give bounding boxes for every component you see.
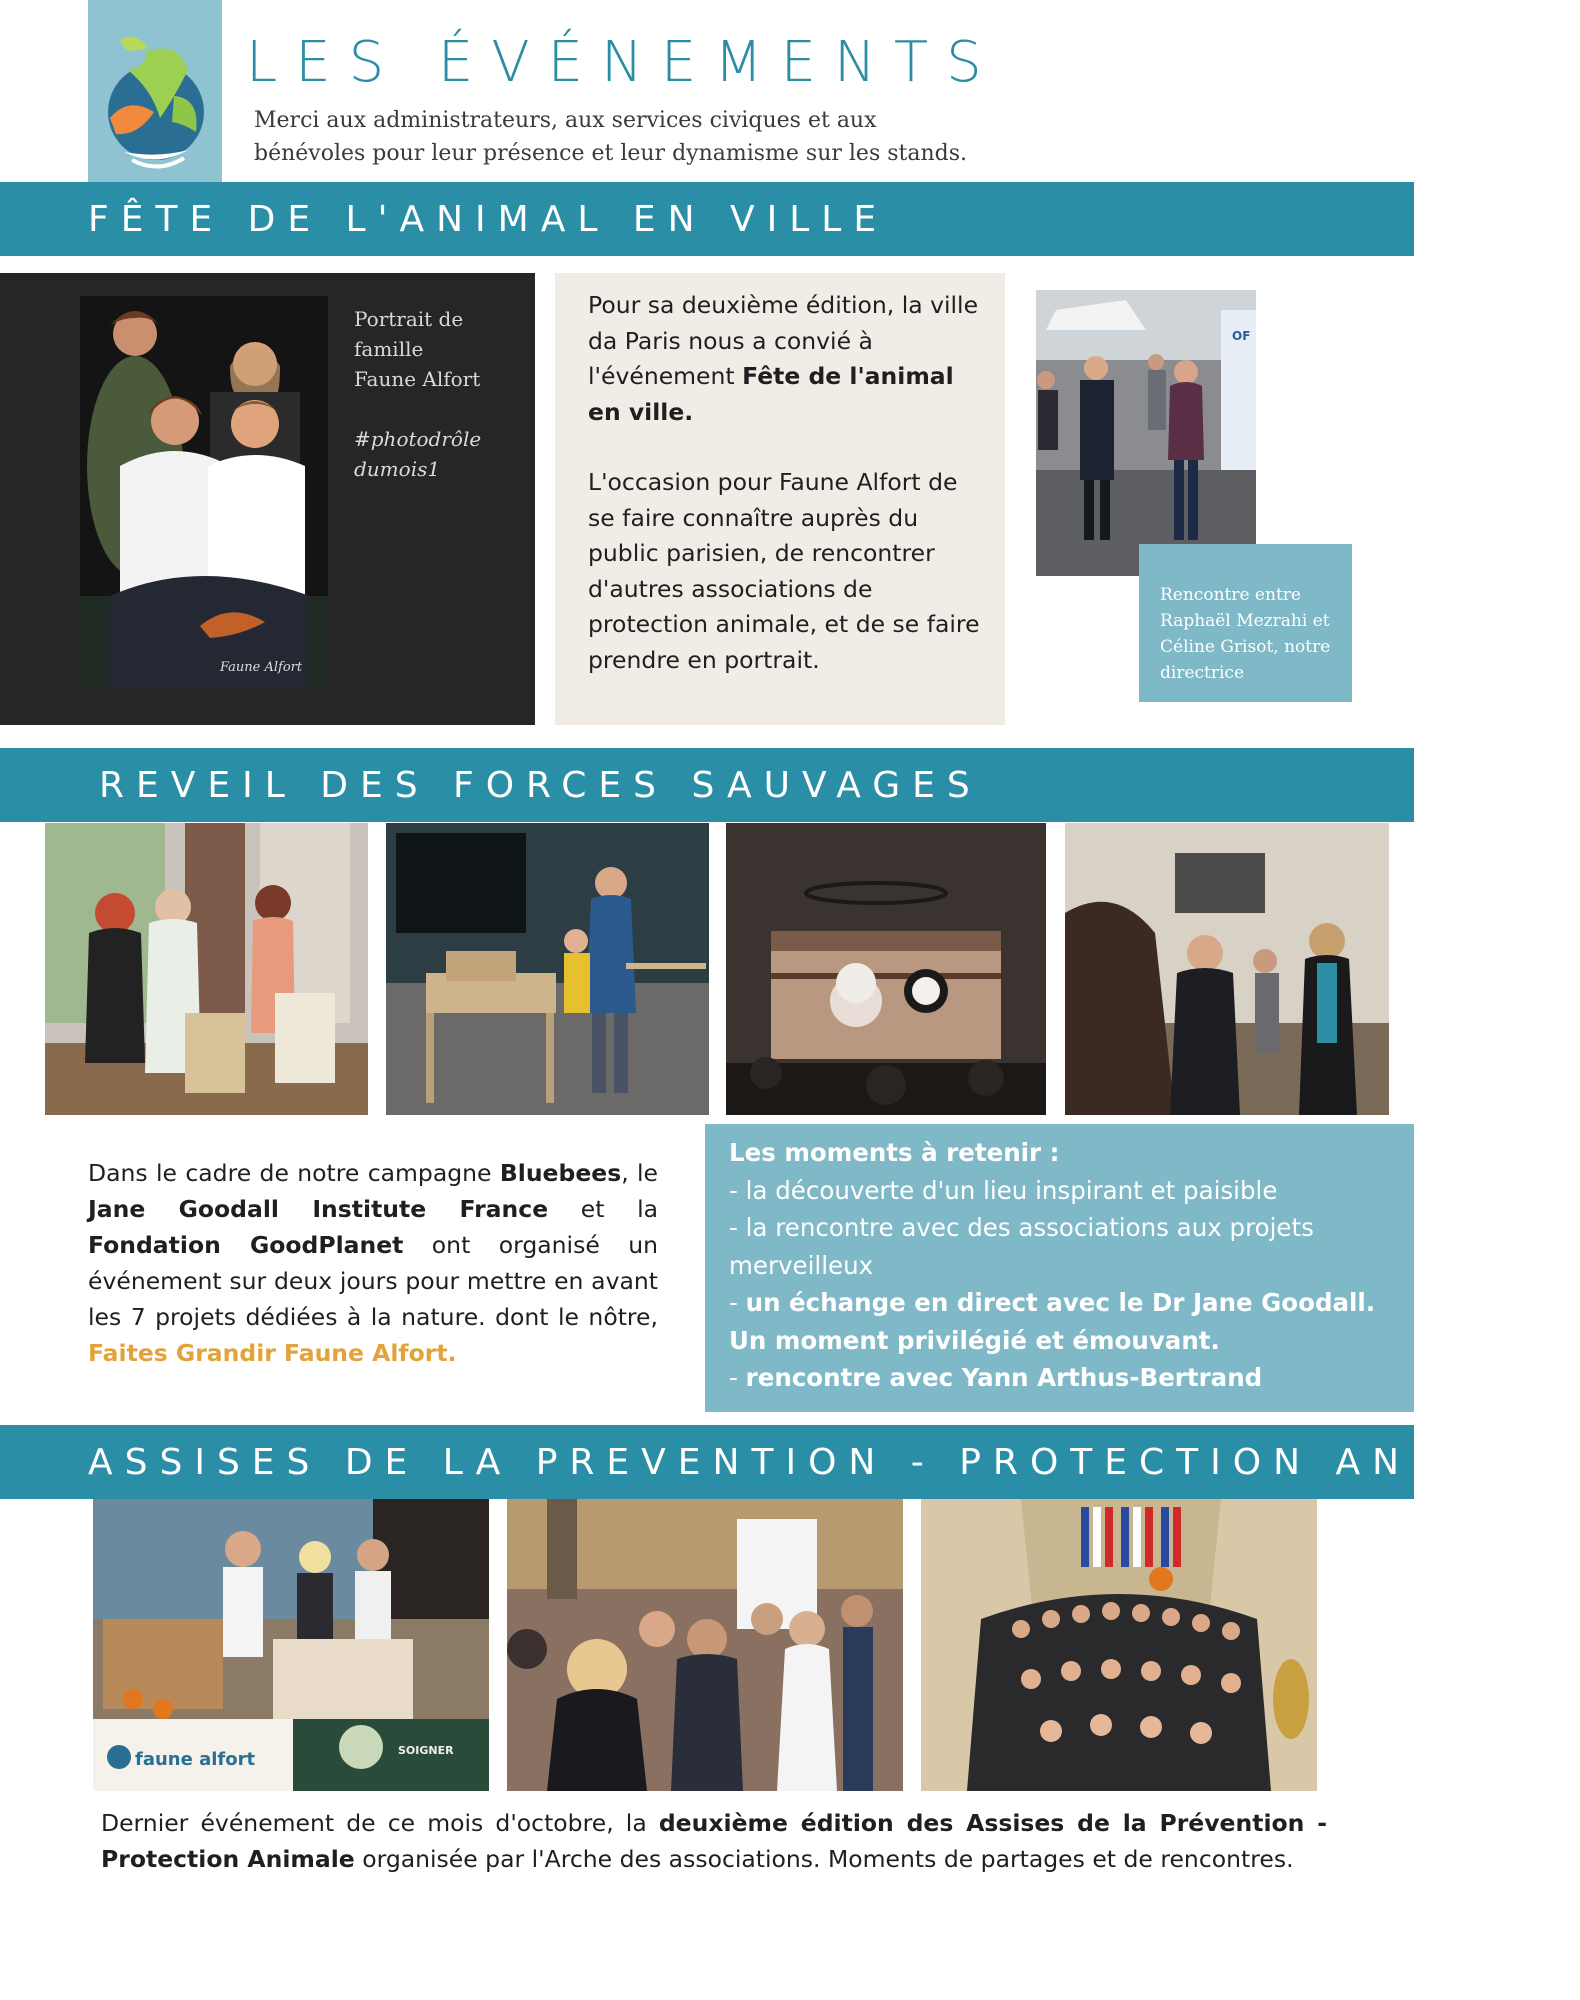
reveil-description — [88, 1155, 658, 1371]
stand-logo-label: faune alfort — [135, 1749, 256, 1770]
stand-banner-label: SOIGNER — [398, 1744, 454, 1757]
section-heading-assises: ASSISES DE LA PREVENTION - PROTECTION ANIMALE — [88, 1441, 1580, 1483]
moments-item-3-dash: - — [729, 1288, 746, 1317]
subtitle-line-1: Merci aux administrateurs, aux services civiques et aux — [254, 108, 877, 133]
fete-description — [588, 288, 988, 713]
page-subtitle — [254, 104, 1154, 170]
assises-text-2: organisée par l'Arche des associations. Moments de partages et de rencontres. — [354, 1844, 1294, 1873]
reveil-photo-stand — [45, 823, 368, 1115]
reveil-text-1: Dans le cadre de notre campagne — [88, 1159, 500, 1187]
moments-item-2: - la rencontre avec des associations aux projets merveilleux — [729, 1213, 1314, 1280]
moments-title: Les moments à retenir : — [729, 1138, 1060, 1167]
portrait-signature: Faune Alfort — [220, 660, 303, 675]
reveil-photo-workshop — [386, 823, 709, 1115]
page-title: LES ÉVÉNEMENTS — [246, 30, 1000, 95]
fete-para1-text: Pour sa deuxième édition, la ville da Paris nous a convié à l'événement — [588, 291, 979, 390]
reveil-orange-campaign: Faites Grandir Faune Alfort. — [88, 1339, 457, 1367]
subtitle-line-2: bénévoles pour leur présence et leur dynamisme sur les stands. — [254, 141, 968, 166]
reveil-text-3: et la — [548, 1195, 658, 1223]
section-band-assises — [0, 1425, 1580, 1499]
section-heading-reveil: REVEIL DES FORCES SAUVAGES — [99, 764, 982, 806]
logo-box — [88, 0, 222, 182]
reveil-bold-jgi: Jane Goodall Institute France — [88, 1195, 549, 1223]
moments-box — [705, 1124, 1414, 1412]
assises-bold: deuxième édition des Assises de la Prévention - Protection Animale — [101, 1809, 1327, 1873]
reveil-text-4: ont organisé un événement sur deux jours pour mettre en avant les 7 projets dédiées à la nature. dont le nôtre, — [88, 1231, 658, 1331]
reveil-photo-video-call — [726, 823, 1046, 1115]
family-portrait-photo — [80, 296, 328, 688]
assises-description — [101, 1806, 1327, 1877]
fete-para1-bold: Fête de l'animal en ville. — [588, 362, 954, 426]
portrait-caption-line-1: Portrait de — [354, 307, 464, 331]
assises-photo-group — [921, 1499, 1317, 1791]
moments-item-3: un échange en direct avec le Dr Jane Goodall. Un moment privilégié et émouvant. — [729, 1288, 1376, 1355]
moments-item-4: rencontre avec Yann Arthus-Bertrand — [745, 1363, 1263, 1392]
assises-photo-crowd — [507, 1499, 903, 1791]
moments-item-1: - la découverte d'un lieu inspirant et paisible — [729, 1175, 1278, 1205]
portrait-caption-line-3: Faune Alfort — [354, 367, 481, 391]
assises-photo-stand — [93, 1499, 489, 1791]
reveil-bold-goodplanet: Fondation GoodPlanet — [88, 1231, 404, 1259]
portrait-caption-line-2: famille — [354, 337, 424, 361]
section-heading-fete: FÊTE DE L'ANIMAL EN VILLE — [88, 198, 889, 240]
meeting-photo — [1036, 290, 1256, 576]
reveil-bold-bluebees: Bluebees — [499, 1159, 622, 1187]
svg-text:OF: OF — [1232, 329, 1251, 343]
assises-text-1: Dernier événement de ce mois d'octobre, la — [101, 1809, 659, 1837]
faune-alfort-logo-icon — [88, 0, 222, 182]
section-band-fete — [0, 182, 1414, 256]
portrait-caption — [354, 304, 524, 484]
moments-item-4-dash: - — [729, 1363, 746, 1392]
hashtag-line-1: #photodrôle — [354, 427, 482, 451]
section-band-reveil — [0, 748, 1414, 822]
hashtag-line-2: dumois1 — [354, 457, 441, 481]
fete-para2: L'occasion pour Faune Alfort de se faire connaître auprès du public parisien, de rencontrer d'autres associations de protection animale, et de se faire prendre en portrait. — [588, 468, 980, 674]
reveil-photo-meeting — [1065, 823, 1389, 1115]
reveil-text-2: , le — [621, 1159, 658, 1187]
meeting-caption: Rencontre entre Raphaël Mezrahi et Céline Grisot, notre directrice — [1139, 544, 1352, 702]
